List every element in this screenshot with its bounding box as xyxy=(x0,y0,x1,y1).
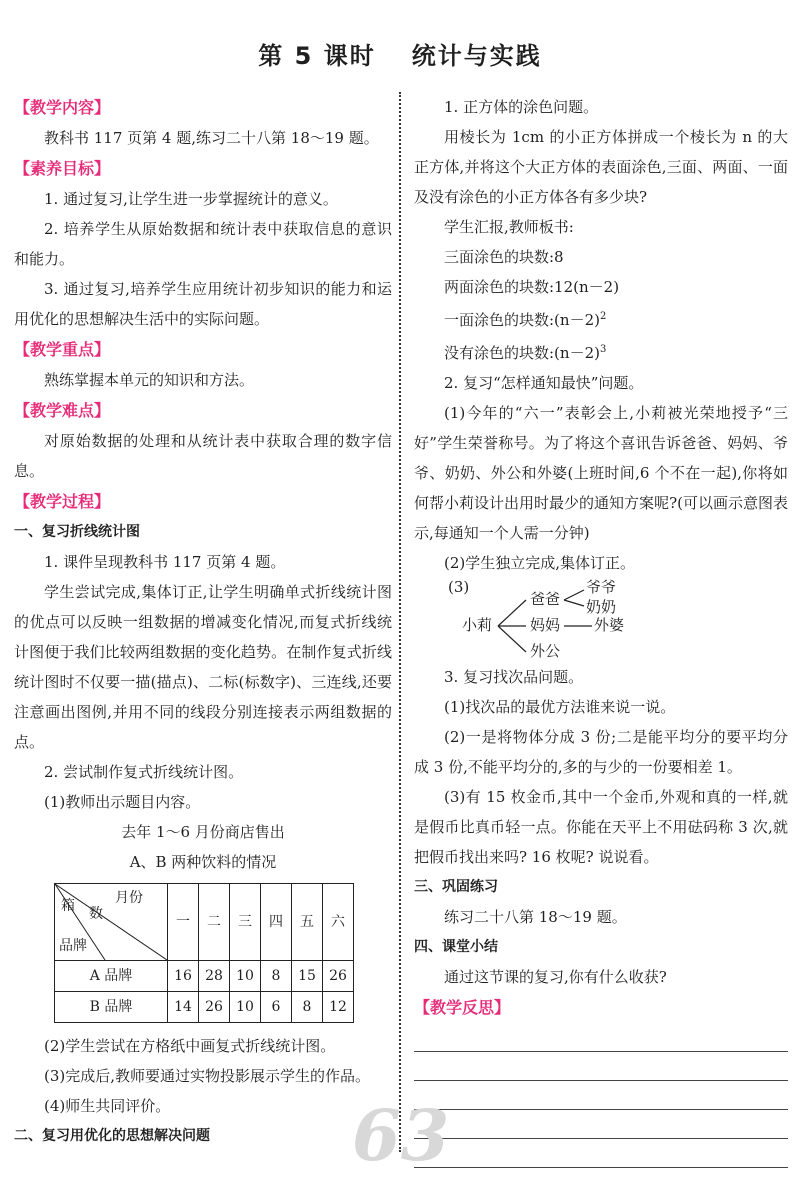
section-reflection-heading: 【教学反思】 xyxy=(414,998,511,1017)
no-face-expr: 没有涂色的块数:(n－2) xyxy=(444,344,600,362)
page-number: 63 xyxy=(352,1094,450,1177)
section-process-heading: 【教学过程】 xyxy=(14,492,111,511)
section-goals-heading: 【素养目标】 xyxy=(14,159,111,178)
table-cell: 16 xyxy=(168,961,199,992)
part-4-title: 四、课堂小结 xyxy=(414,939,498,955)
goal-2: 2. 培养学生从原始数据和统计表中获取信息的意识和能力。 xyxy=(14,220,392,268)
tree-root: 小莉 xyxy=(462,616,493,634)
writing-line xyxy=(414,1110,788,1139)
tree-node-grandma: 奶奶 xyxy=(586,598,617,616)
paragraph-1: 1. 课件呈现教科书 117 页第 4 题。 xyxy=(44,553,286,571)
tree-node-dad: 爸爸 xyxy=(530,590,561,608)
writing-line xyxy=(414,1081,788,1110)
writing-line xyxy=(414,1052,788,1081)
tree-node-mom: 妈妈 xyxy=(530,616,561,634)
table-cell: 15 xyxy=(292,961,323,992)
table-row xyxy=(55,961,354,992)
part-3-text: 练习二十八第 18～19 题。 xyxy=(444,908,627,926)
left-column xyxy=(14,92,392,1151)
table-cell: 8 xyxy=(261,961,292,992)
three-faces-count: 三面涂色的块数:8 xyxy=(444,248,564,266)
paragraph-5: (2)学生尝试在方格纸中画复式折线统计图。 xyxy=(44,1037,336,1055)
writing-line xyxy=(414,1023,788,1052)
question-1-title: 1. 正方体的涂色问题。 xyxy=(444,98,599,116)
content-text: 教科书 117 页第 4 题,练习二十八第 18～19 题。 xyxy=(44,129,379,147)
notification-tree-diagram xyxy=(414,578,788,662)
section-key-heading: 【教学重点】 xyxy=(14,340,111,359)
goal-1: 1. 通过复习,让学生进一步掌握统计的意义。 xyxy=(44,190,338,208)
row-header: B 品牌 xyxy=(55,992,168,1023)
column-divider xyxy=(399,92,401,1152)
difficulty-text: 对原始数据的处理和从统计表中获取合理的数字信息。 xyxy=(14,432,392,480)
one-face-exponent: 2 xyxy=(599,311,607,322)
column-header: 二 xyxy=(199,884,230,961)
row-header: A 品牌 xyxy=(55,961,168,992)
table-caption-line-1: 去年 1～6 月份商店售出 xyxy=(121,823,285,841)
table-cell: 10 xyxy=(230,992,261,1023)
tree-node-grandpa: 爷爷 xyxy=(586,578,617,596)
paragraph-7: (4)师生共同评价。 xyxy=(44,1097,171,1115)
sales-table xyxy=(54,883,354,1023)
question-3-title: 3. 复习找次品问题。 xyxy=(444,668,584,686)
question-1-text: 用棱长为 1cm 的小正方体拼成一个棱长为 n 的大正方体,并将这个大正方体的表面涂色,三面、两面、一面及没有涂色的小正方体各有多少块? xyxy=(414,128,788,206)
question-1-report: 学生汇报,教师板书: xyxy=(444,218,574,236)
no-face-exponent: 3 xyxy=(599,344,607,355)
table-cell: 26 xyxy=(323,961,354,992)
part-1-title: 一、复习折线统计图 xyxy=(14,524,140,540)
reflection-writing-lines xyxy=(414,1023,788,1168)
table-row xyxy=(55,992,354,1023)
two-faces-count: 两面涂色的块数:12(n－2) xyxy=(444,278,620,296)
table-corner-cell xyxy=(55,884,168,961)
table-cell: 8 xyxy=(292,992,323,1023)
part-4-text: 通过这节课的复习,你有什么收获? xyxy=(444,968,667,986)
column-header: 一 xyxy=(168,884,199,961)
question-2-title: 2. 复习“怎样通知最快”问题。 xyxy=(444,374,644,392)
table-cell: 26 xyxy=(199,992,230,1023)
lesson-number: 第 5 课时 xyxy=(258,42,376,70)
column-header: 六 xyxy=(323,884,354,961)
question-2-text: (1)今年的“六一”表彰会上,小莉被光荣地授予“三好”学生荣誉称号。为了将这个喜讯告诉爸爸、妈妈、爷爷、奶奶、外公和外婆(上班时间,6 个不在一起),你将如何帮小莉设计出用时最少的通知方案呢?(可以画示意图表示,每通知一个人需一分钟) xyxy=(414,404,788,542)
writing-line xyxy=(414,1139,788,1168)
question-3-2: (2)一是将物体分成 3 份;二是能平均分的要平均分成 3 份,不能平均分的,多的与少的一份要相差 1。 xyxy=(414,728,788,776)
part-3-title: 三、巩固练习 xyxy=(414,879,498,895)
corner-label-month: 月份 xyxy=(115,890,143,906)
paragraph-6: (3)完成后,教师要通过实物投影展示学生的作品。 xyxy=(44,1067,371,1085)
column-header: 四 xyxy=(261,884,292,961)
one-face-expr: 一面涂色的块数:(n－2) xyxy=(444,311,600,329)
question-3-3: (3)有 15 枚金币,其中一个金币,外观和真的一样,就是假币比真币轻一点。你能在天平上不用砝码称 3 次,就把假币找出来吗? 16 枚呢? 说说看。 xyxy=(414,788,788,866)
paragraph-2: 学生尝试完成,集体订正,让学生明确单式折线统计图的优点可以反映一组数据的增减变化情况,而复式折线统计图便于我们比较两组数据的变化趋势。在制作复式折线统计图时不仅要一描(描点)、二标(标数字)、三连线,还要注意画出图例,并用不同的线段分别连接表示两组数据的点。 xyxy=(14,583,392,751)
one-face-count xyxy=(414,302,788,335)
part-2-title: 二、复习用优化的思想解决问题 xyxy=(14,1128,210,1144)
table-cell: 12 xyxy=(323,992,354,1023)
corner-label-box: 箱 xyxy=(61,898,75,914)
goal-3: 3. 通过复习,培养学生应用统计初步知识的能力和运用优化的思想解决生活中的实际问题。 xyxy=(14,280,392,328)
section-difficulty-heading: 【教学难点】 xyxy=(14,401,111,420)
question-3-1: (1)找次品的最优方法谁来说一说。 xyxy=(444,698,676,716)
table-cell: 10 xyxy=(230,961,261,992)
page-title xyxy=(0,36,800,71)
table-cell: 14 xyxy=(168,992,199,1023)
tree-label: (3) xyxy=(448,578,470,596)
table-caption-line-2: A、B 两种饮料的情况 xyxy=(129,853,277,871)
table-cell: 28 xyxy=(199,961,230,992)
column-header: 五 xyxy=(292,884,323,961)
corner-label-brand: 品牌 xyxy=(59,938,87,954)
table-cell: 6 xyxy=(261,992,292,1023)
question-2-b: (2)学生独立完成,集体订正。 xyxy=(444,554,636,572)
key-text: 熟练掌握本单元的知识和方法。 xyxy=(44,371,255,389)
no-face-count xyxy=(414,335,788,368)
section-content-heading: 【教学内容】 xyxy=(14,98,111,117)
tree-node-grandpa-maternal: 外公 xyxy=(530,642,561,660)
column-header: 三 xyxy=(230,884,261,961)
paragraph-3: 2. 尝试制作复式折线统计图。 xyxy=(44,763,244,781)
paragraph-4: (1)教师出示题目内容。 xyxy=(44,793,201,811)
right-column xyxy=(414,92,788,1168)
corner-label-count: 数 xyxy=(89,906,103,922)
tree-node-grandma-maternal: 外婆 xyxy=(594,616,625,634)
lesson-topic: 统计与实践 xyxy=(411,42,542,70)
